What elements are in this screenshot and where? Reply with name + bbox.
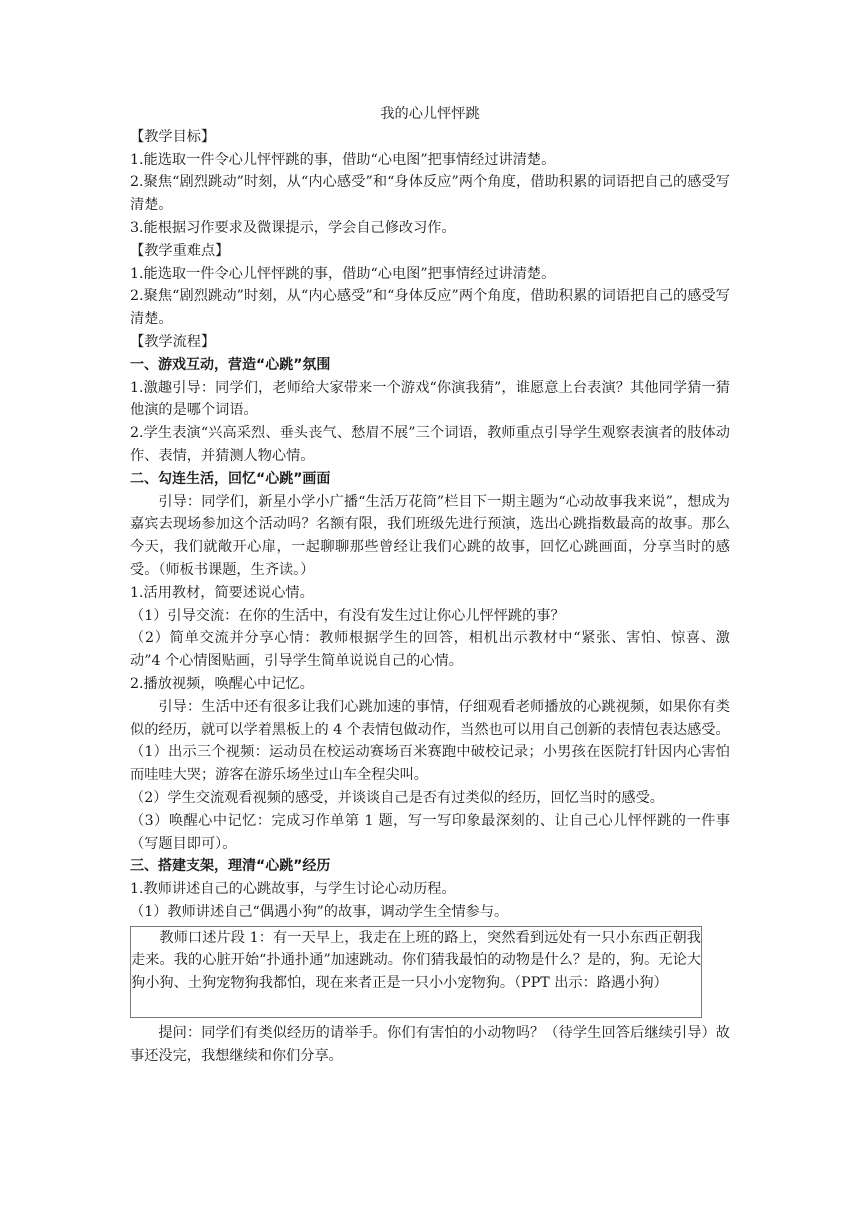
paragraph: （1）教师讲述自己“偶遇小狗”的故事，调动学生全情参与。 — [130, 903, 509, 920]
document-title: 我的心儿怦怦跳 — [380, 106, 480, 122]
paragraph: （1）引导交流：在你的生活中，有没有发生过让你心儿怦怦跳的事？ — [130, 607, 565, 624]
paragraph: 提问：同学们有类似经历的请举手。你们有害怕的小动物吗？（待学生回答后继续引导）故事还没完，我想继续和你们分享。 — [130, 1025, 730, 1064]
section-heading: 二、勾连生活，回忆“心跳”画面 — [130, 470, 331, 487]
section-heading: 一、游戏互动，营造“心跳”氛围 — [130, 356, 331, 373]
flow-heading: 【教学流程】 — [130, 333, 216, 350]
paragraph: （1）出示三个视频：运动员在校运动赛场百米赛跑中破校记录；小男孩在医院打针因内心害怕而哇哇大哭；游客在游乐场坐过山车全程尖叫。 — [130, 744, 730, 784]
section-heading: 三、搭建支架，理清“心跳”经历 — [130, 858, 331, 875]
paragraph: 2.学生表演“兴高采烈、垂头丧气、愁眉不展”三个词语，教师重点引导学生观察表演者的肢体动作、表情，并猜测人物心情。 — [130, 425, 730, 464]
paragraph: 引导：同学们，新星小学小广播“生活万花筒”栏目下一期主题为“心动故事我来说”，想成为嘉宾去现场参加这个活动吗？名额有限，我们班级先进行预演，选出心跳指数最高的故事。那么今天，我们就敞开心扉，一起聊聊那些曾经让我们心跳的故事，回忆心跳画面，分享当时的感受。（师板书课题，生齐读。） — [130, 493, 730, 578]
goal-heading: 【教学目标】 — [130, 128, 216, 145]
goal-item: 2.聚焦“剧烈跳动”时刻，从“内心感受”和“身体反应”两个角度，借助积累的词语把自己的感受写清楚。 — [130, 174, 730, 214]
paragraph: （3）唤醒心中记忆：完成习作单第 1 题，写一写印象最深刻的、让自己心儿怦怦跳的一件事（写题目即可）。 — [130, 812, 730, 852]
teacher-narration-box — [130, 926, 702, 1018]
paragraph: （2）学生交流观看视频的感受，并谈谈自己是否有过类似的经历，回忆当时的感受。 — [130, 789, 664, 806]
paragraph: 1.激趣引导：同学们，老师给大家带来一个游戏“你演我猜”，谁愿意上台表演？其他同学猜一猜他演的是哪个词语。 — [130, 379, 730, 419]
key-item: 2.聚焦“剧烈跳动”时刻，从“内心感受”和“身体反应”两个角度，借助积累的词语把自己的感受写清楚。 — [130, 288, 730, 328]
paragraph: 1.教师讲述自己的心跳故事，与学生讨论心动历程。 — [130, 881, 456, 898]
goal-item: 1.能选取一件令心儿怦怦跳的事，借助“心电图”把事情经过讲清楚。 — [130, 151, 556, 168]
paragraph: （2）简单交流并分享心情：教师根据学生的回答，相机出示教材中“紧张、害怕、惊喜、激动”4 个心情图贴画，引导学生简单说说自己的心情。 — [130, 630, 730, 670]
document-page — [130, 103, 730, 1068]
narration-text: 教师口述片段 1：有一天早上，我走在上班的路上，突然看到远处有一只小东西正朝我走来。我的心脏开始“扑通扑通”加速跳动。你们猜我最怕的动物是什么？是的，狗。无论大狗小狗、土狗宠物狗我都怕，现在来者正是一只小小宠物狗。（PPT 出示：路遇小狗） — [131, 929, 701, 992]
goal-item: 3.能根据习作要求及微课提示，学会自己修改习作。 — [130, 219, 456, 236]
paragraph: 引导：生活中还有很多让我们心跳加速的事情，仔细观看老师播放的心跳视频，如果你有类似的经历，就可以学着黑板上的 4 个表情包做动作，当然也可以用自己创新的表情包表达感受。 — [130, 698, 730, 738]
key-item: 1.能选取一件令心儿怦怦跳的事，借助“心电图”把事情经过讲清楚。 — [130, 265, 556, 282]
paragraph: 2.播放视频，唤醒心中记忆。 — [130, 675, 314, 692]
key-heading: 【教学重难点】 — [130, 242, 230, 259]
paragraph: 1.活用教材，简要述说心情。 — [130, 584, 314, 601]
